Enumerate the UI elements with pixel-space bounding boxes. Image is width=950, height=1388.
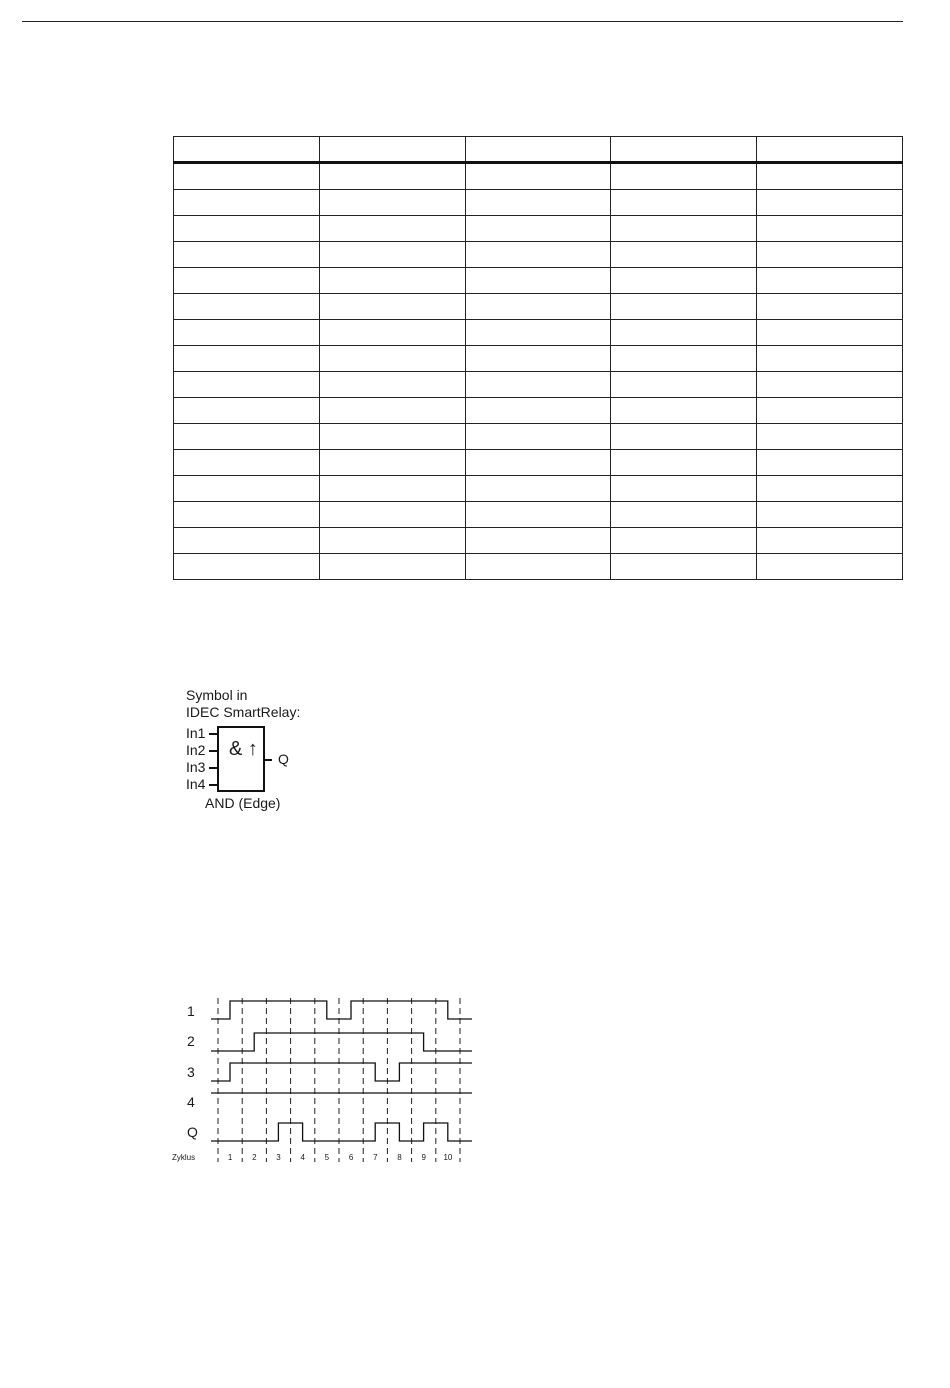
signal-label-3: 3 (187, 1064, 195, 1080)
cycle-number: 4 (300, 1153, 305, 1162)
cycle-number: 9 (421, 1153, 426, 1162)
symbol-caption-line1: Symbol in (186, 687, 248, 703)
signal-trace-2 (211, 1033, 472, 1051)
input-label-in2: In2 (186, 742, 206, 758)
input-label-in1: In1 (186, 725, 206, 741)
cycle-number: 6 (348, 1153, 354, 1162)
signal-trace-3 (211, 1063, 472, 1081)
signal-label-q: Q (187, 1124, 198, 1140)
input-label-in3: In3 (186, 759, 206, 775)
block-name: AND (Edge) (205, 795, 281, 811)
signal-trace-1 (211, 1001, 472, 1019)
signal-label-2: 2 (187, 1033, 195, 1049)
cycle-number: 7 (373, 1153, 378, 1162)
cycle-number: 5 (324, 1153, 330, 1162)
input-label-in4: In4 (186, 776, 206, 792)
cycle-number: 10 (443, 1153, 453, 1162)
symbol-caption-line2: IDEC SmartRelay: (186, 704, 301, 720)
cycle-number: 8 (397, 1153, 402, 1162)
cycle-number: 3 (276, 1153, 281, 1162)
signal-trace-q (211, 1123, 472, 1141)
cycle-label: Zyklus (172, 1153, 196, 1162)
signal-label-1: 1 (187, 1003, 195, 1019)
signal-label-4: 4 (187, 1094, 195, 1110)
cycle-number: 2 (252, 1153, 257, 1162)
cycle-number: 1 (227, 1153, 233, 1162)
output-label-q: Q (278, 751, 289, 767)
and-edge-function-text: & ↑ (229, 738, 258, 760)
